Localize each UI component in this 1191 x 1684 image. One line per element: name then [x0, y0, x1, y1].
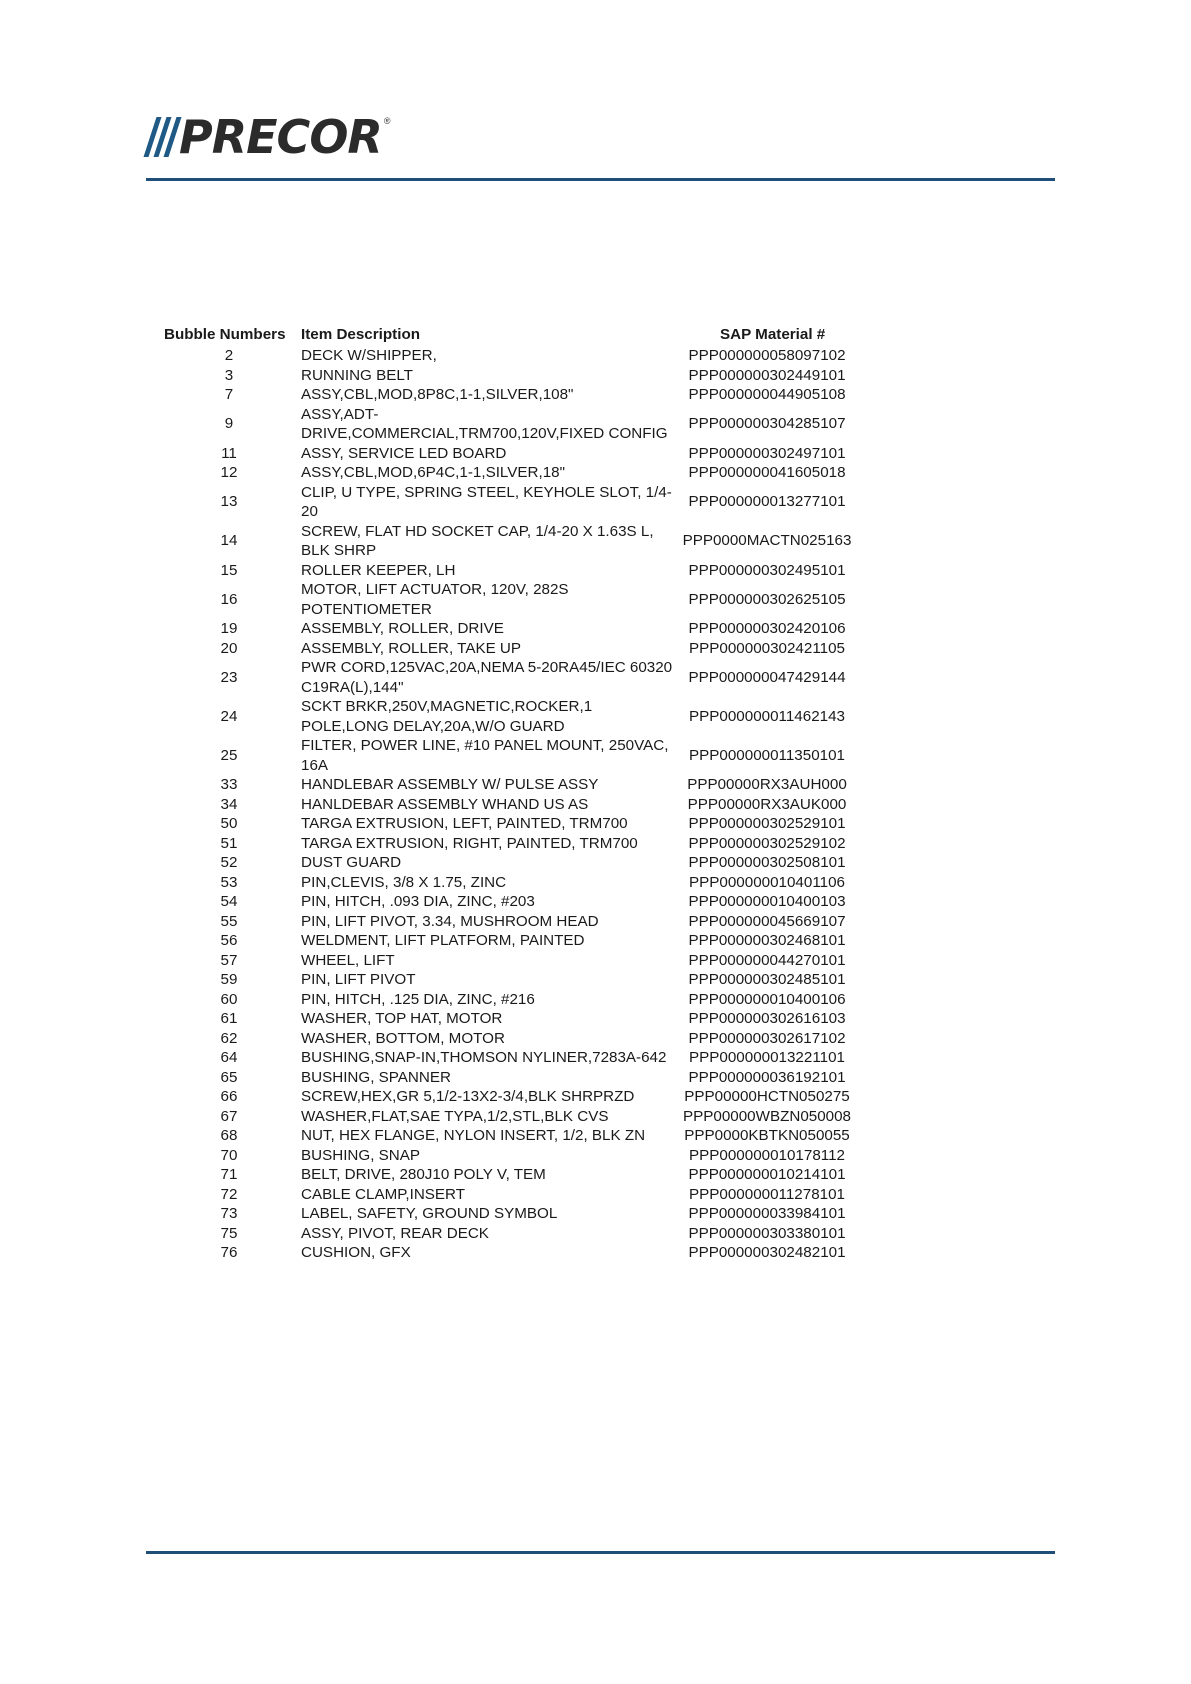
- item-description-cell: ASSEMBLY, ROLLER, TAKE UP: [301, 639, 522, 657]
- table-row: [164, 366, 884, 386]
- item-description-cell: WHEEL, LIFT: [301, 951, 395, 969]
- table-row: [164, 775, 884, 795]
- sap-material-cell: PPP000000010400106: [688, 990, 846, 1008]
- sap-material-cell: PPP00000RX3AUK000: [687, 795, 847, 813]
- bubble-number-cell: 11: [221, 444, 237, 462]
- sap-material-cell: PPP000000013277101: [688, 493, 846, 511]
- item-description-cell: BUSHING, SPANNER: [301, 1068, 451, 1086]
- table-row: [164, 912, 884, 932]
- sap-material-cell: PPP0000MACTN025163: [682, 532, 852, 550]
- sap-material-cell: PPP000000010178112: [689, 1146, 845, 1164]
- table-row: [164, 951, 884, 971]
- sap-material-cell: PPP000000011278101: [689, 1185, 845, 1203]
- bubble-number-cell: 14: [220, 532, 238, 550]
- item-description-cell: ASSY,ADT-DRIVE,COMMERCIAL,TRM700,120V,FIXED CONFIG: [301, 405, 668, 442]
- sap-material-cell: PPP00000HCTN050275: [684, 1088, 850, 1105]
- table-row: [164, 385, 884, 405]
- table-row: [164, 522, 884, 561]
- item-description-cell: TARGA EXTRUSION, RIGHT, PAINTED, TRM700: [301, 834, 638, 852]
- registered-mark: ®: [383, 116, 391, 126]
- item-description-cell: PWR CORD,125VAC,20A,NEMA 5-20RA45/IEC 60320 C19RA(L),144": [301, 659, 673, 696]
- table-row: [164, 1185, 884, 1205]
- table-row: [164, 1009, 884, 1029]
- table-row: [164, 697, 884, 736]
- sap-material-cell: PPP000000302508101: [688, 854, 846, 871]
- sap-material-cell: PPP000000013221101: [689, 1049, 845, 1066]
- bubble-number-cell: 62: [220, 1029, 238, 1047]
- item-description-cell: WASHER, BOTTOM, MOTOR: [301, 1029, 505, 1047]
- bubble-number-cell: 66: [220, 1088, 238, 1105]
- parts-table: [164, 326, 884, 1263]
- bubble-number-cell: 56: [220, 932, 238, 949]
- item-description-cell: FILTER, POWER LINE, #10 PANEL MOUNT, 250VAC, 16A: [301, 737, 669, 774]
- table-row: [164, 444, 884, 464]
- bubble-number-cell: 15: [220, 561, 238, 579]
- table-row: [164, 1204, 884, 1224]
- item-description-cell: LABEL, SAFETY, GROUND SYMBOL: [301, 1205, 558, 1222]
- item-description-cell: HANDLEBAR ASSEMBLY W/ PULSE ASSY: [301, 776, 599, 793]
- footer-divider: [146, 1551, 1055, 1554]
- column-header-item-description: Item Description: [301, 326, 420, 343]
- item-description-cell: TARGA EXTRUSION, LEFT, PAINTED, TRM700: [301, 815, 628, 832]
- table-row: [164, 795, 884, 815]
- table-row: [164, 639, 884, 659]
- bubble-number-cell: 16: [220, 590, 238, 608]
- table-row: [164, 834, 884, 854]
- sap-material-cell: PPP000000302449101: [688, 366, 846, 384]
- bubble-number-cell: 34: [220, 795, 238, 813]
- item-description-cell: MOTOR, LIFT ACTUATOR, 120V, 282S POTENTIOMETER: [301, 581, 569, 618]
- bubble-number-cell: 60: [220, 990, 238, 1008]
- item-description-cell: PIN, LIFT PIVOT: [301, 971, 416, 988]
- table-row: [164, 1029, 884, 1049]
- sap-material-cell: PPP0000KBTKN050055: [684, 1127, 850, 1144]
- item-description-cell: WASHER, TOP HAT, MOTOR: [301, 1010, 503, 1027]
- item-description-cell: ASSY, SERVICE LED BOARD: [301, 444, 507, 462]
- precor-logo: [150, 112, 390, 162]
- table-row: [164, 1224, 884, 1244]
- bubble-number-cell: 33: [220, 776, 238, 793]
- item-description-cell: DECK W/SHIPPER,: [301, 347, 437, 364]
- bubble-number-cell: 72: [220, 1185, 238, 1203]
- table-row: [164, 1068, 884, 1088]
- sap-material-cell: PPP000000302497101: [688, 444, 846, 462]
- bubble-number-cell: 9: [224, 415, 234, 433]
- item-description-cell: BELT, DRIVE, 280J10 POLY V, TEM: [301, 1166, 546, 1183]
- sap-material-cell: PPP000000302495101: [688, 561, 846, 579]
- bubble-number-cell: 54: [220, 893, 238, 910]
- table-row: [164, 1146, 884, 1166]
- item-description-cell: PIN, HITCH, .093 DIA, ZINC, #203: [301, 893, 535, 910]
- item-description-cell: PIN,CLEVIS, 3/8 X 1.75, ZINC: [301, 873, 507, 891]
- item-description-cell: ASSEMBLY, ROLLER, DRIVE: [301, 620, 504, 637]
- item-description-cell: WELDMENT, LIFT PLATFORM, PAINTED: [301, 932, 585, 949]
- bubble-number-cell: 75: [220, 1224, 238, 1242]
- item-description-cell: NUT, HEX FLANGE, NYLON INSERT, 1/2, BLK ZN: [301, 1127, 646, 1144]
- table-row: [164, 814, 884, 834]
- bubble-number-cell: 23: [220, 668, 238, 686]
- logo-text: PRECOR: [179, 110, 382, 164]
- bubble-number-cell: 61: [220, 1010, 238, 1027]
- sap-material-cell: PPP000000302482101: [688, 1244, 846, 1261]
- bubble-number-cell: 7: [224, 386, 234, 403]
- table-row: [164, 1048, 884, 1068]
- bubble-number-cell: 71: [220, 1166, 238, 1183]
- bubble-number-cell: 19: [220, 620, 238, 637]
- bubble-number-cell: 20: [220, 639, 238, 657]
- sap-material-cell: PPP000000304285107: [688, 415, 846, 433]
- sap-material-cell: PPP000000302529101: [688, 815, 846, 832]
- bubble-number-cell: 73: [220, 1205, 238, 1222]
- table-row: [164, 561, 884, 581]
- table-row: [164, 736, 884, 775]
- bubble-number-cell: 52: [220, 854, 238, 871]
- bubble-number-cell: 53: [220, 873, 238, 891]
- item-description-cell: DUST GUARD: [301, 854, 402, 871]
- item-description-cell: BUSHING,SNAP-IN,THOMSON NYLINER,7283A-642: [301, 1049, 667, 1066]
- sap-material-cell: PPP000000033984101: [688, 1205, 846, 1222]
- bubble-number-cell: 3: [224, 366, 234, 384]
- table-row: [164, 1165, 884, 1185]
- bubble-number-cell: 25: [220, 746, 238, 764]
- sap-material-cell: PPP000000044905108: [688, 386, 846, 403]
- bubble-number-cell: 50: [220, 815, 238, 832]
- bubble-number-cell: 59: [220, 971, 238, 988]
- bubble-number-cell: 57: [220, 951, 238, 969]
- sap-material-cell: PPP000000011462143: [689, 707, 845, 725]
- sap-material-cell: PPP00000WBZN050008: [682, 1107, 851, 1125]
- table-row: [164, 892, 884, 912]
- table-row: [164, 580, 884, 619]
- table-row: [164, 970, 884, 990]
- table-row: [164, 990, 884, 1010]
- bubble-number-cell: 64: [220, 1049, 238, 1066]
- sap-material-cell: PPP000000302616103: [688, 1010, 846, 1027]
- table-row: [164, 658, 884, 697]
- item-description-cell: BUSHING, SNAP: [301, 1146, 420, 1164]
- sap-material-cell: PPP000000045669107: [688, 912, 846, 930]
- item-description-cell: PIN, HITCH, .125 DIA, ZINC, #216: [301, 990, 535, 1008]
- table-row: [164, 346, 884, 366]
- table-row: [164, 853, 884, 873]
- item-description-cell: ASSY, PIVOT, REAR DECK: [301, 1224, 489, 1242]
- item-description-cell: SCREW, FLAT HD SOCKET CAP, 1/4-20 X 1.63S L, BLK SHRP: [301, 522, 654, 559]
- sap-material-cell: PPP000000010214101: [688, 1166, 846, 1183]
- item-description-cell: SCREW,HEX,GR 5,1/2-13X2-3/4,BLK SHRPRZD: [301, 1088, 635, 1105]
- sap-material-cell: PPP000000302421105: [689, 639, 845, 657]
- table-header: [164, 326, 884, 346]
- bubble-number-cell: 12: [220, 464, 238, 481]
- table-row: [164, 1087, 884, 1107]
- bubble-number-cell: 68: [220, 1127, 238, 1144]
- bubble-number-cell: 65: [220, 1068, 238, 1086]
- column-header-bubble-numbers: Bubble Numbers: [164, 326, 286, 343]
- item-description-cell: RUNNING BELT: [301, 366, 413, 384]
- sap-material-cell: PPP000000302625105: [688, 590, 846, 608]
- item-description-cell: ASSY,CBL,MOD,8P8C,1-1,SILVER,108": [301, 386, 574, 403]
- bubble-number-cell: 67: [220, 1107, 238, 1125]
- table-row: [164, 483, 884, 522]
- sap-material-cell: PPP000000302420106: [688, 620, 846, 637]
- table-row: [164, 1126, 884, 1146]
- sap-material-cell: PPP000000010401106: [689, 873, 845, 891]
- item-description-cell: CUSHION, GFX: [301, 1244, 411, 1261]
- item-description-cell: SCKT BRKR,250V,MAGNETIC,ROCKER,1 POLE,LONG DELAY,20A,W/O GUARD: [301, 698, 593, 735]
- header-divider: [146, 178, 1055, 181]
- bubble-number-cell: 13: [220, 493, 238, 511]
- item-description-cell: CLIP, U TYPE, SPRING STEEL, KEYHOLE SLOT, 1/4-20: [301, 483, 672, 520]
- item-description-cell: ASSY,CBL,MOD,6P4C,1-1,SILVER,18": [301, 464, 565, 481]
- bubble-number-cell: 2: [224, 347, 234, 364]
- sap-material-cell: PPP000000010400103: [688, 893, 846, 910]
- item-description-cell: CABLE CLAMP,INSERT: [301, 1185, 466, 1203]
- logo-stripes-icon: [150, 117, 175, 157]
- sap-material-cell: PPP000000011350101: [689, 746, 845, 764]
- table-row: [164, 405, 884, 444]
- item-description-cell: PIN, LIFT PIVOT, 3.34, MUSHROOM HEAD: [301, 912, 599, 930]
- column-header-sap-material: SAP Material #: [720, 326, 826, 343]
- sap-material-cell: PPP000000303380101: [688, 1224, 846, 1242]
- sap-material-cell: PPP000000036192101: [688, 1068, 846, 1086]
- table-row: [164, 931, 884, 951]
- sap-material-cell: PPP000000302529102: [688, 834, 846, 852]
- sap-material-cell: PPP000000302485101: [688, 971, 846, 988]
- sap-material-cell: PPP000000047429144: [688, 668, 846, 686]
- table-row: [164, 1243, 884, 1263]
- bubble-number-cell: 51: [220, 834, 238, 852]
- table-row: [164, 463, 884, 483]
- bubble-number-cell: 70: [220, 1146, 238, 1164]
- bubble-number-cell: 76: [220, 1244, 238, 1261]
- sap-material-cell: PPP000000044270101: [688, 951, 846, 969]
- sap-material-cell: PPP000000302617102: [688, 1029, 846, 1047]
- table-row: [164, 1107, 884, 1127]
- table-row: [164, 873, 884, 893]
- bubble-number-cell: 55: [220, 912, 238, 930]
- bubble-number-cell: 24: [220, 707, 238, 725]
- sap-material-cell: PPP000000302468101: [688, 932, 846, 949]
- sap-material-cell: PPP000000041605018: [688, 464, 846, 481]
- table-row: [164, 619, 884, 639]
- sap-material-cell: PPP00000RX3AUH000: [687, 776, 847, 793]
- item-description-cell: HANLDEBAR ASSEMBLY WHAND US AS: [301, 795, 589, 813]
- table-body: [164, 346, 884, 1263]
- item-description-cell: ROLLER KEEPER, LH: [301, 561, 456, 579]
- sap-material-cell: PPP000000058097102: [688, 347, 846, 364]
- item-description-cell: WASHER,FLAT,SAE TYPA,1/2,STL,BLK CVS: [301, 1107, 609, 1125]
